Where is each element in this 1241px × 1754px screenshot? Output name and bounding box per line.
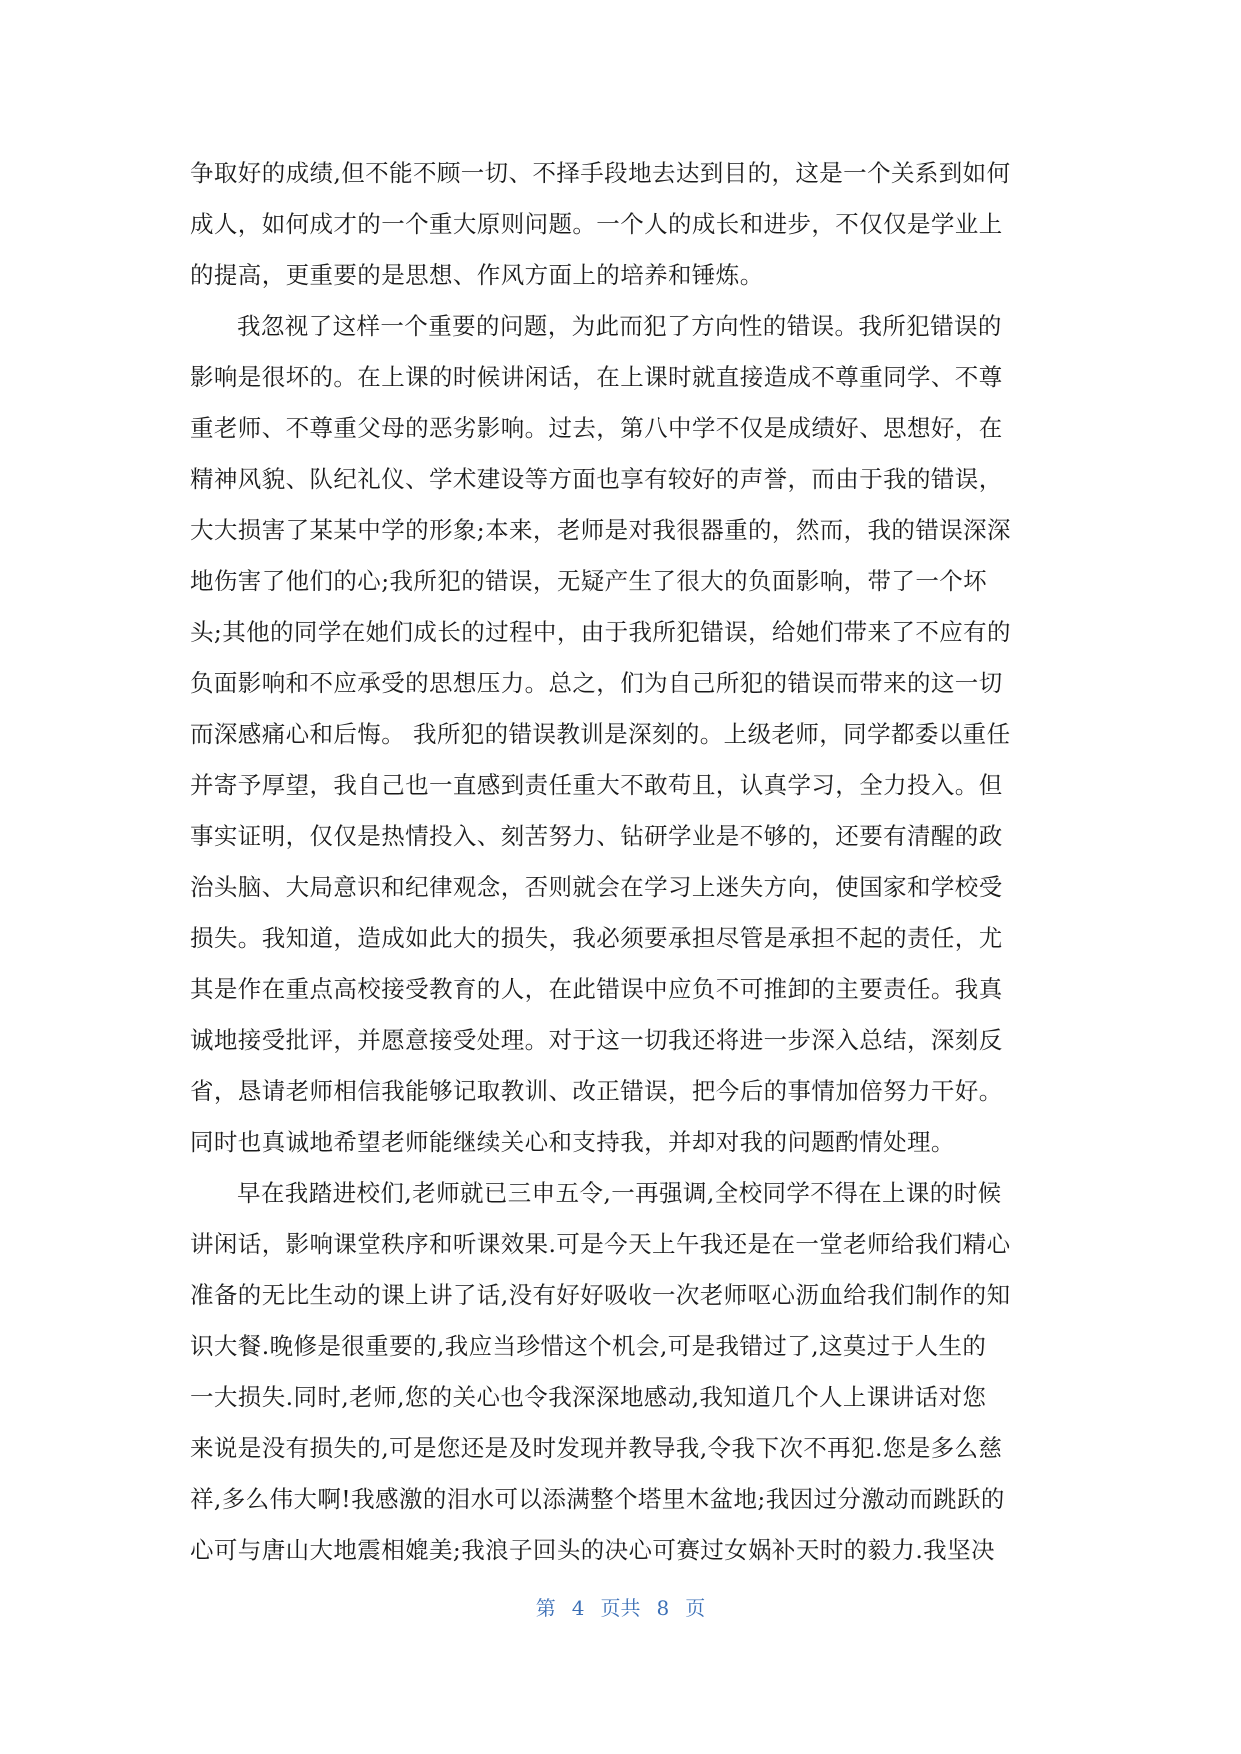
text-line: 争取好的成绩,但不能不顾一切、不择手段地去达到目的，这是一个关系到如何 xyxy=(190,159,1011,187)
paragraph-start-line: 我忽视了这样一个重要的问题，为此而犯了方向性的错误。我所犯错误的 xyxy=(237,312,1002,340)
text-line: 头;其他的同学在她们成长的过程中，由于我所犯错误，给她们带来了不应有的 xyxy=(190,618,1011,646)
text-line: 其是作在重点高校接受教育的人，在此错误中应负不可推卸的主要责任。我真 xyxy=(190,975,1003,1003)
text-line: 心可与唐山大地震相媲美;我浪子回头的决心可赛过女娲补天时的毅力.我坚决 xyxy=(190,1536,995,1564)
text-line: 地伤害了他们的心;我所犯的错误，无疑产生了很大的负面影响，带了一个坏 xyxy=(190,567,988,595)
text-line: 一大损失.同时,老师,您的关心也令我深深地感动,我知道几个人上课讲话对您 xyxy=(190,1383,987,1411)
current-page-number: 4 xyxy=(571,1596,585,1620)
text-line: 省，恳请老师相信我能够记取教训、改正错误，把今后的事情加倍努力干好。 xyxy=(190,1077,1003,1105)
text-line: 同时也真诚地希望老师能继续关心和支持我，并却对我的问题酌情处理。 xyxy=(190,1128,955,1156)
text-line: 负面影响和不应承受的思想压力。总之，们为自己所犯的错误而带来的这一切 xyxy=(190,669,1003,697)
text-line: 的提高，更重要的是思想、作风方面上的培养和锤炼。 xyxy=(190,261,764,289)
text-line: 准备的无比生动的课上讲了话,没有好好吸收一次老师呕心沥血给我们制作的知 xyxy=(190,1281,1011,1309)
text-line: 讲闲话，影响课堂秩序和听课效果.可是今天上午我还是在一堂老师给我们精心 xyxy=(190,1230,1011,1258)
text-line: 损失。我知道，造成如此大的损失，我必须要承担尽管是承担不起的责任，尤 xyxy=(190,924,1003,952)
text-line: 事实证明，仅仅是热情投入、刻苦努力、钻研学业是不够的，还要有清醒的政 xyxy=(190,822,1003,850)
text-line: 大大损害了某某中学的形象;本来，老师是对我很器重的，然而，我的错误深深 xyxy=(190,516,1011,544)
text-line: 治头脑、大局意识和纪律观念，否则就会在学习上迷失方向，使国家和学校受 xyxy=(190,873,1003,901)
text-line: 诚地接受批评，并愿意接受处理。对于这一切我还将进一步深入总结，深刻反 xyxy=(190,1026,1003,1054)
text-line: 并寄予厚望，我自己也一直感到责任重大不敢苟且，认真学习，全力投入。但 xyxy=(190,771,1003,799)
text-line: 来说是没有损失的,可是您还是及时发现并教导我,令我下次不再犯.您是多么慈 xyxy=(190,1434,1003,1462)
footer-label-ye-gong: 页共 xyxy=(600,1596,641,1620)
document-body xyxy=(190,148,1052,1576)
footer-label-ye: 页 xyxy=(685,1596,706,1620)
paragraph-start-line: 早在我踏进校们,老师就已三申五令,一再强调,全校同学不得在上课的时候 xyxy=(237,1179,1002,1207)
footer-label-di: 第 xyxy=(535,1596,556,1620)
total-pages-number: 8 xyxy=(656,1596,670,1620)
text-line: 精神风貌、队纪礼仪、学术建设等方面也享有较好的声誉，而由于我的错误， xyxy=(190,465,1003,493)
text-line: 识大餐.晚修是很重要的,我应当珍惜这个机会,可是我错过了,这莫过于人生的 xyxy=(190,1332,987,1360)
text-line: 而深感痛心和后悔。 我所犯的错误教训是深刻的。上级老师，同学都委以重任 xyxy=(190,720,1011,748)
text-line: 祥,多么伟大啊!我感激的泪水可以添满整个塔里木盆地;我因过分激动而跳跃的 xyxy=(190,1485,1005,1513)
text-line: 成人，如何成才的一个重大原则问题。一个人的成长和进步，不仅仅是学业上 xyxy=(190,210,1003,238)
text-line: 重老师、不尊重父母的恶劣影响。过去，第八中学不仅是成绩好、思想好，在 xyxy=(190,414,1003,442)
text-line: 影响是很坏的。在上课的时候讲闲话，在上课时就直接造成不尊重同学、不尊 xyxy=(190,363,1003,391)
page-footer xyxy=(0,1592,1241,1621)
